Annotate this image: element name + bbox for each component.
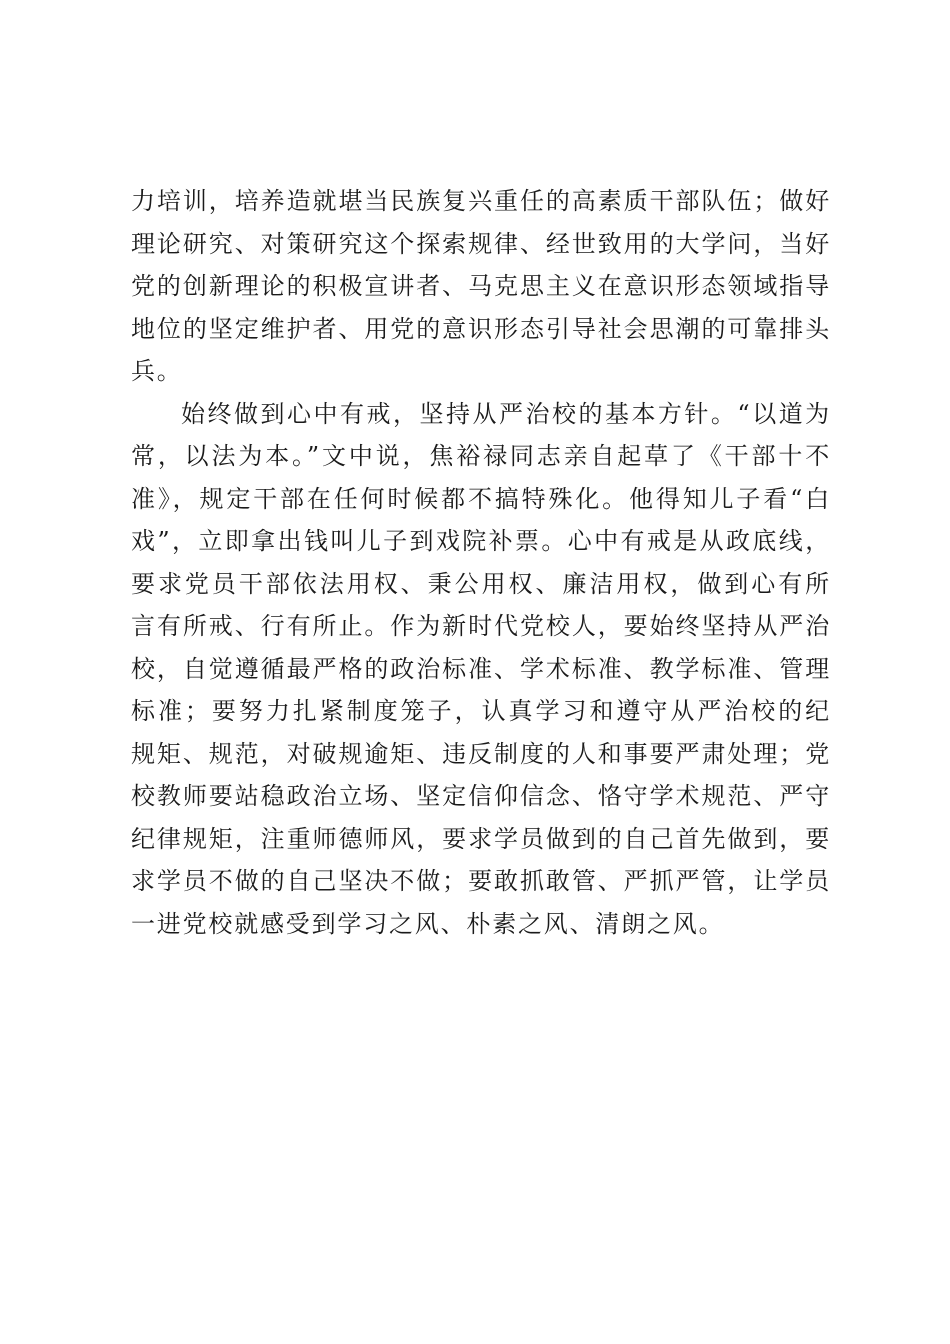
text-line: 党的创新理论的积极宣讲者、马克思主义在意识形态领域指导 xyxy=(131,272,831,300)
text-line: 一进党校就感受到学习之风、朴素之风、清朗之风。 xyxy=(131,909,725,938)
text-line: 理论研究、对策研究这个探索规律、经世致用的大学问，当好 xyxy=(131,229,831,258)
text-line: 标准；要努力扎紧制度笼子，认真学习和遵守从严治校的纪 xyxy=(131,697,831,725)
paragraph-2 xyxy=(131,393,831,946)
text-line: 要求党员干部依法用权、秉公用权、廉洁用权，做到心有所 xyxy=(131,569,831,598)
text-line: 规矩、规范，对破规逾矩、违反制度的人和事要严肃处理；党 xyxy=(131,739,831,768)
text-line: 地位的坚定维护者、用党的意识形态引导社会思潮的可靠排头 xyxy=(131,314,831,343)
paragraph-1 xyxy=(131,180,831,393)
text-line: 戏”，立即拿出钱叫儿子到戏院补票。心中有戒是从政底线， xyxy=(131,527,831,555)
text-line: 校，自觉遵循最严格的政治标准、学术标准、教学标准、管理 xyxy=(131,654,831,683)
body-text xyxy=(131,180,831,945)
text-line: 求学员不做的自己坚决不做；要敢抓敢管、严抓严管，让学员 xyxy=(131,867,831,895)
text-line: 校教师要站稳政治立场、坚定信仰信念、恪守学术规范、严守 xyxy=(131,782,831,810)
text-line: 常，以法为本。”文中说，焦裕禄同志亲自起草了《干部十不 xyxy=(131,442,831,470)
text-line: 始终做到心中有戒，坚持从严治校的基本方针。“以道为 xyxy=(181,399,831,428)
text-line: 纪律规矩，注重师德师风，要求学员做到的自己首先做到，要 xyxy=(131,824,831,853)
text-line: 准》，规定干部在任何时候都不搞特殊化。他得知儿子看“白 xyxy=(131,484,831,513)
text-line: 兵。 xyxy=(131,357,183,385)
text-line: 言有所戒、行有所止。作为新时代党校人，要始终坚持从严治 xyxy=(131,612,831,640)
text-line: 力培训，培养造就堪当民族复兴重任的高素质干部队伍；做好 xyxy=(131,187,831,215)
